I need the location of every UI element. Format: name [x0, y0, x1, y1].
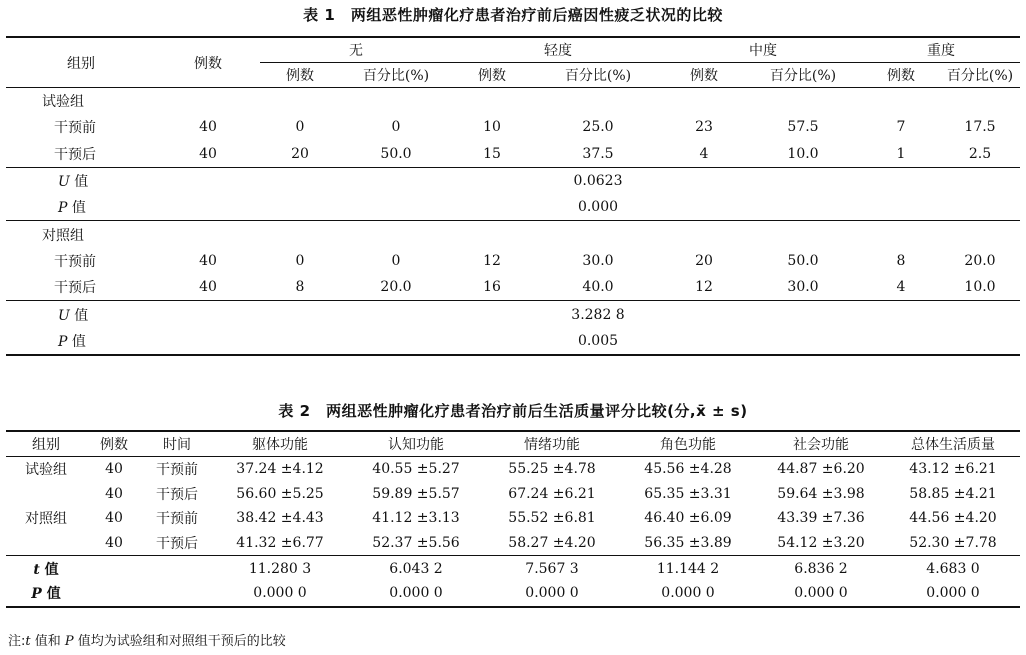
header-sub-count: 例数	[862, 63, 940, 88]
header-level-severe: 重度	[862, 37, 1020, 63]
header-sub-count: 例数	[260, 63, 340, 88]
cell: 17.5	[964, 119, 996, 136]
cell: 65.35 ±3.31	[644, 485, 732, 502]
cell: 10.0	[940, 274, 1020, 301]
cell: 45.56 ±4.28	[644, 461, 732, 478]
cell: 40.55 ±5.27	[372, 461, 460, 478]
cell: 37.24 ±4.12	[236, 461, 324, 478]
table2-title: 表 2 两组恶性肿瘤化疗患者治疗前后生活质量评分比较(分,x̄ ± s)	[278, 402, 748, 420]
cell: 30.0	[744, 274, 862, 301]
cell: 38.42 ±4.43	[236, 510, 324, 527]
u-value: 3.282 8	[571, 306, 625, 323]
cell: 0	[295, 252, 305, 269]
table1-u-row	[6, 167, 1020, 194]
cell: 37.5	[532, 141, 664, 168]
cell: 20	[260, 141, 340, 168]
t-cell: 6.043 2	[348, 556, 484, 581]
p-value-label: P 值	[6, 194, 156, 221]
table2-data-row	[6, 457, 1020, 482]
row-n: 40	[199, 119, 217, 136]
header-cell: 例数	[86, 431, 142, 457]
header-cell: 角色功能	[620, 431, 756, 457]
cell: 16	[452, 274, 532, 301]
cell: 52.30 ±7.78	[909, 535, 997, 552]
cell: 4	[862, 274, 940, 301]
p-cell: 0.000 0	[756, 581, 886, 607]
cell: 59.89 ±5.57	[372, 485, 460, 502]
header-group: 组别	[6, 37, 156, 88]
row-n: 40	[105, 535, 123, 552]
table1-p-row	[6, 328, 1020, 355]
t-cell: 11.144 2	[620, 556, 756, 581]
header-level-none: 无	[260, 37, 452, 63]
t-cell: 11.280 3	[212, 556, 348, 581]
group-label	[6, 531, 86, 556]
cell: 2.5	[940, 141, 1020, 168]
cell: 1	[862, 141, 940, 168]
header-count: 例数	[156, 37, 260, 88]
table2-data-row	[6, 531, 1020, 556]
cell: 50.0	[340, 141, 452, 168]
row-n: 40	[199, 252, 217, 269]
row-time: 干预后	[156, 486, 198, 503]
t-cell: 7.567 3	[484, 556, 620, 581]
cell: 43.39 ±7.36	[777, 510, 865, 527]
cell: 0	[391, 252, 401, 269]
header-sub-pct: 百分比(%)	[340, 63, 452, 88]
cell: 15	[452, 141, 532, 168]
header-cell: 总体生活质量	[886, 431, 1020, 457]
cell: 23	[695, 119, 713, 136]
row-n: 40	[156, 141, 260, 168]
p-value: 0.000	[532, 194, 664, 221]
row-time: 干预前	[156, 462, 198, 479]
cell: 67.24 ±6.21	[508, 485, 596, 502]
cell: 0	[391, 119, 401, 136]
p-cell: 0.000 0	[620, 581, 756, 607]
header-cell: 时间	[142, 431, 212, 457]
cell: 8	[896, 252, 906, 269]
cell: 46.40 ±6.09	[644, 510, 732, 527]
cell: 10	[483, 119, 501, 136]
header-cell: 情绪功能	[484, 431, 620, 457]
group-label: 对照组	[42, 227, 84, 244]
header-cell: 社会功能	[756, 431, 886, 457]
p-cell: 0.000 0	[348, 581, 484, 607]
table1-data-row	[6, 248, 1020, 274]
table2-data-row	[6, 506, 1020, 531]
cell: 4	[664, 141, 744, 168]
cell: 10.0	[744, 141, 862, 168]
row-label: 干预后	[6, 274, 156, 301]
cell: 12	[664, 274, 744, 301]
header-cell: 组别	[6, 431, 86, 457]
cell: 56.60 ±5.25	[236, 485, 324, 502]
cell: 7	[896, 119, 906, 136]
table2-data-row	[6, 482, 1020, 507]
row-time: 干预后	[156, 536, 198, 553]
cell: 58.85 ±4.21	[909, 485, 997, 502]
cell: 30.0	[582, 252, 614, 269]
header-sub-count: 例数	[664, 63, 744, 88]
header-sub-pct: 百分比(%)	[532, 63, 664, 88]
cell: 0	[295, 119, 305, 136]
cell: 52.37 ±5.56	[372, 535, 460, 552]
table1-u-row	[6, 301, 1020, 328]
t-cell: 4.683 0	[886, 556, 1020, 581]
cell: 8	[260, 274, 340, 301]
cell: 25.0	[582, 119, 614, 136]
row-label: 干预后	[6, 141, 156, 168]
cell: 41.32 ±6.77	[236, 535, 324, 552]
group-label	[6, 482, 86, 507]
header-sub-pct: 百分比(%)	[744, 63, 862, 88]
cell: 20.0	[964, 252, 996, 269]
group-label: 试验组	[25, 462, 67, 479]
cell: 59.64 ±3.98	[777, 485, 865, 502]
table-note: 注:t 值和 P 值均为试验组和对照组干预后的比较	[8, 634, 286, 649]
table1-title: 表 1 两组恶性肿瘤化疗患者治疗前后癌因性疲乏状况的比较	[303, 6, 723, 24]
row-label: 干预前	[54, 120, 96, 137]
cell: 20	[695, 252, 713, 269]
cell: 44.87 ±6.20	[777, 461, 865, 478]
cell: 43.12 ±6.21	[909, 461, 997, 478]
cell: 55.25 ±4.78	[508, 461, 596, 478]
t-value-label: t 值	[6, 556, 86, 581]
row-n: 40	[105, 510, 123, 527]
row-n: 40	[156, 274, 260, 301]
row-n: 40	[105, 461, 123, 478]
cell: 20.0	[340, 274, 452, 301]
row-n: 40	[105, 485, 123, 502]
row-time: 干预前	[156, 511, 198, 528]
cell: 40.0	[532, 274, 664, 301]
group-label: 试验组	[42, 94, 84, 111]
u-value-label: U 值	[58, 307, 89, 324]
header-cell: 认知功能	[348, 431, 484, 457]
table1-group-row	[6, 221, 1020, 248]
cell: 41.12 ±3.13	[372, 510, 460, 527]
row-label: 干预前	[54, 253, 96, 270]
cell: 50.0	[787, 252, 819, 269]
t-cell: 6.836 2	[756, 556, 886, 581]
header-sub-pct: 百分比(%)	[940, 63, 1020, 88]
group-label: 对照组	[25, 511, 67, 528]
header-level-mild: 轻度	[452, 37, 664, 63]
cell: 57.5	[787, 119, 819, 136]
header-level-moderate: 中度	[664, 37, 862, 63]
table2	[6, 430, 1020, 608]
p-value-label: P 值	[6, 328, 156, 355]
header-sub-count: 例数	[452, 63, 532, 88]
cell: 58.27 ±4.20	[508, 535, 596, 552]
table2-p-row	[6, 581, 1020, 607]
p-value: 0.005	[532, 328, 664, 355]
header-cell: 躯体功能	[212, 431, 348, 457]
p-cell: 0.000 0	[484, 581, 620, 607]
table1-p-row	[6, 194, 1020, 221]
p-cell: 0.000 0	[886, 581, 1020, 607]
u-value-label: U 值	[58, 174, 89, 191]
table1-header-row-1	[6, 37, 1020, 63]
table1-data-row	[6, 141, 1020, 168]
cell: 55.52 ±6.81	[508, 510, 596, 527]
cell: 44.56 ±4.20	[909, 510, 997, 527]
table1-data-row	[6, 114, 1020, 140]
table1-data-row	[6, 274, 1020, 301]
cell: 56.35 ±3.89	[644, 535, 732, 552]
table2-header-row	[6, 431, 1020, 457]
p-value-label: P 值	[6, 581, 86, 607]
table2-t-row	[6, 556, 1020, 581]
cell: 12	[483, 252, 501, 269]
u-value: 0.0623	[573, 173, 623, 190]
cell: 54.12 ±3.20	[777, 535, 865, 552]
table1-group-row	[6, 88, 1020, 115]
p-cell: 0.000 0	[212, 581, 348, 607]
table1	[6, 36, 1020, 356]
